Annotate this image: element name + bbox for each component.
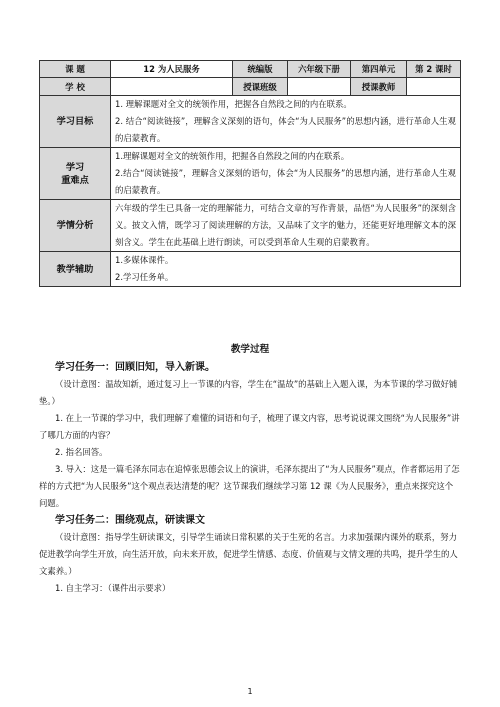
table-row-aids [40,252,461,287]
aid-item-2: 2.学习任务单。 [115,272,174,282]
keypoints-label [40,148,111,200]
analysis-content: 六年级的学生已具备一定的理解能力，可结合文章的写作背景，品悟“为人民服务”的深刻含义。披文入情，既学习了阅读理解的方法，又品味了文字的魅力，还能更好地理解文本的深刻含义。学生在此基础上进行朗读，可以受到革命人生观的启蒙教育。 [111,200,461,252]
class-value [288,78,351,96]
class-label: 授课班级 [233,78,288,96]
task1-paragraph-3: 3. 导入：这是一篇毛泽东同志在追悼张思德会议上的演讲，毛泽东提出了“为人民服务”观点，作者都运用了怎样的方式把“为人民服务”这个观点表达清楚的呢？这节课我们继续学习第 12 课《为人民服务》，重点来探究这个问题。 [39,464,460,508]
process-title: 教学过程 [230,344,270,355]
task1-heading: 学习任务一：回顾旧知，导入新课。 [55,362,215,373]
table-row-keypoints [40,148,461,200]
goals-label: 学习目标 [40,96,111,148]
goals-content [111,96,461,148]
teacher-value [407,78,461,96]
unit: 第四单元 [351,61,407,78]
task1-paragraph-2: 2. 指名回答。 [55,447,108,457]
keypoints-content [111,148,461,200]
topic-label: 课 题 [40,61,111,78]
task2-intent: （设计意图：指导学生研读课文，引导学生诵读日常积累的关于生死的名言。力求加强课内课外的联系，努力促进教学向学生开放，向生活开放，向未来开放，促进学生情感、态度、价值观与文情文理的共鸣，提升学生的人文素养。） [39,532,458,576]
period: 第 2 课时 [407,61,461,78]
analysis-label: 学情分析 [40,200,111,252]
table-row-school [40,78,461,96]
goal-item-2: 2. 结合“阅读链接”，理解含义深刻的语句，体会“为人民服务”的思想内涵，进行革命人生观的启蒙教育。 [115,116,456,143]
task1-intent: （设计意图：温故知新，通过复习上一节课的内容，学生在“温故”的基础上入题入课，为本节课的学习做好铺垫。） [39,379,458,406]
lesson-title: 12 为人民服务 [111,61,233,78]
goal-item-1: 1. 理解课题对全文的统领作用，把握各自然段之间的内在联系。 [115,99,352,109]
teacher-label: 授课教师 [351,78,407,96]
keypoints-label-line1: 学习 [65,161,85,173]
table-row-topic [40,61,461,78]
page-number: 1 [247,687,253,696]
keypoint-item-2: 2.结合“阅读链接”，理解含义深刻的语句，体会“为人民服务”的思想内涵，进行革命人生观的启蒙教育。 [115,168,456,195]
lesson-info-table [39,60,461,287]
process-body [39,359,461,597]
keypoints-label-line2: 重难点 [61,174,89,186]
task2-paragraph-1: 1. 自主学习：（课件出示要求） [55,583,171,593]
grade: 六年级下册 [288,61,351,78]
table-row-goals [40,96,461,148]
keypoint-item-1: 1.理解课题对全文的统领作用，把握各自然段之间的内在联系。 [115,151,350,161]
aids-label: 教学辅助 [40,252,111,287]
aid-item-1: 1.多媒体课件。 [115,255,174,265]
edition: 统编版 [233,61,288,78]
task1-paragraph-1: 1. 在上一节课的学习中，我们理解了难懂的词语和句子，梳理了课文内容，思考说说课文围绕“为人民服务”讲了哪几方面的内容？ [39,413,460,440]
school-label: 学 校 [40,78,111,96]
table-row-analysis [40,200,461,252]
school-value [111,78,233,96]
task2-heading: 学习任务二：围绕观点，研读课文 [55,515,205,526]
aids-content [111,252,461,287]
